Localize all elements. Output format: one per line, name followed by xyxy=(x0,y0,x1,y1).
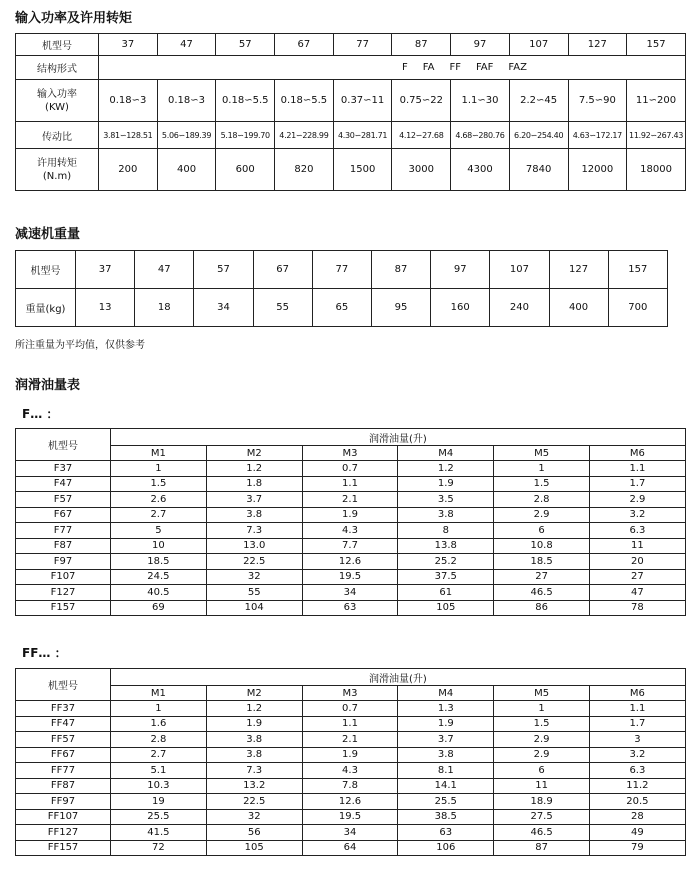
position-header: M2 xyxy=(206,686,302,701)
weight-cell: 400 xyxy=(549,289,608,327)
table-row xyxy=(16,523,686,539)
table-row xyxy=(16,716,686,732)
weight-cell: 55 xyxy=(253,289,312,327)
model-cell: FF57 xyxy=(16,732,111,748)
oil-value-cell: 2.6 xyxy=(111,492,207,508)
weight-cell: 700 xyxy=(608,289,667,327)
oil-value-cell: 22.5 xyxy=(206,794,302,810)
torque-cell: 4300 xyxy=(451,149,510,191)
oil-value-cell: 1 xyxy=(111,701,207,717)
oil-value-cell: 69 xyxy=(111,600,207,616)
oil-value-cell: 1.1 xyxy=(589,461,685,477)
table-row xyxy=(16,840,686,856)
ratio-row xyxy=(16,122,686,149)
oil-value-cell: 56 xyxy=(206,825,302,841)
model-cell: FF77 xyxy=(16,763,111,779)
torque-cell: 200 xyxy=(99,149,158,191)
structure-form: FF xyxy=(449,62,461,73)
oil-value-cell: 1 xyxy=(111,461,207,477)
oil-value-cell: 18.5 xyxy=(494,554,590,570)
oil-value-cell: 10 xyxy=(111,538,207,554)
header-row xyxy=(16,429,686,446)
table-row xyxy=(16,492,686,508)
power-cell: 2.2∽45 xyxy=(509,80,568,122)
position-header: M6 xyxy=(589,446,685,461)
position-header: M3 xyxy=(302,446,398,461)
oil-value-cell: 3.8 xyxy=(206,507,302,523)
oil-value-cell: 22.5 xyxy=(206,554,302,570)
oil-value-cell: 14.1 xyxy=(398,778,494,794)
table-row xyxy=(16,585,686,601)
oil-value-cell: 2.9 xyxy=(494,507,590,523)
ratio-cell: 4.63∽172.17 xyxy=(568,122,627,149)
oil-value-cell: 3.2 xyxy=(589,507,685,523)
weight-cell: 13 xyxy=(76,289,135,327)
torque-row xyxy=(16,149,686,191)
oil-value-cell: 3.8 xyxy=(206,732,302,748)
oil-value-cell: 104 xyxy=(206,600,302,616)
oil-value-cell: 1.2 xyxy=(206,461,302,477)
oil-value-cell: 27 xyxy=(494,569,590,585)
ratio-cell: 6.20∽254.40 xyxy=(509,122,568,149)
oil-value-cell: 105 xyxy=(398,600,494,616)
table-row xyxy=(16,538,686,554)
ff-oil-table xyxy=(15,668,686,856)
model-cell: 37 xyxy=(76,251,135,289)
model-row xyxy=(16,251,668,289)
oil-value-cell: 64 xyxy=(302,840,398,856)
oil-value-cell: 7.8 xyxy=(302,778,398,794)
oil-value-cell: 2.9 xyxy=(589,492,685,508)
oil-value-cell: 2.8 xyxy=(111,732,207,748)
torque-cell: 12000 xyxy=(568,149,627,191)
power-cell: 0.18∽5.5 xyxy=(216,80,275,122)
oil-value-cell: 1.9 xyxy=(302,747,398,763)
model-cell: 57 xyxy=(194,251,253,289)
structure-forms-cell xyxy=(99,56,686,80)
model-cell: FF47 xyxy=(16,716,111,732)
label-line: 输入功率 xyxy=(37,88,77,100)
oil-value-cell: 1.9 xyxy=(398,476,494,492)
table-row xyxy=(16,476,686,492)
weight-cell: 65 xyxy=(312,289,371,327)
oil-value-cell: 2.7 xyxy=(111,747,207,763)
oil-value-cell: 2.7 xyxy=(111,507,207,523)
oil-value-cell: 4.3 xyxy=(302,763,398,779)
ratio-cell: 11.92∽267.43 xyxy=(627,122,686,149)
model-row xyxy=(16,34,686,56)
power-cell: 7.5∽90 xyxy=(568,80,627,122)
oil-value-cell: 1 xyxy=(494,461,590,477)
model-cell: 77 xyxy=(333,34,392,56)
model-cell: FF97 xyxy=(16,794,111,810)
oil-value-cell: 28 xyxy=(589,809,685,825)
model-cell: F77 xyxy=(16,523,111,539)
oil-value-cell: 1.2 xyxy=(206,701,302,717)
oil-volume-header: 润滑油量(升) xyxy=(111,669,686,686)
oil-value-cell: 19 xyxy=(111,794,207,810)
oil-value-cell: 1.3 xyxy=(398,701,494,717)
position-header: M2 xyxy=(206,446,302,461)
oil-value-cell: 79 xyxy=(589,840,685,856)
model-cell: FF87 xyxy=(16,778,111,794)
oil-value-cell: 20 xyxy=(589,554,685,570)
weight-cell: 160 xyxy=(431,289,490,327)
model-cell: 107 xyxy=(509,34,568,56)
position-header: M3 xyxy=(302,686,398,701)
model-cell: 87 xyxy=(371,251,430,289)
weight-cell: 18 xyxy=(135,289,194,327)
weight-cell: 240 xyxy=(490,289,549,327)
model-cell: 97 xyxy=(451,34,510,56)
positions-row xyxy=(16,446,686,461)
model-cell: F57 xyxy=(16,492,111,508)
oil-value-cell: 7.7 xyxy=(302,538,398,554)
oil-value-cell: 37.5 xyxy=(398,569,494,585)
oil-value-cell: 25.5 xyxy=(111,809,207,825)
oil-value-cell: 2.1 xyxy=(302,492,398,508)
oil-value-cell: 5 xyxy=(111,523,207,539)
oil-value-cell: 2.1 xyxy=(302,732,398,748)
ff-series-subtitle: FF… ： xyxy=(22,646,67,660)
oil-value-cell: 41.5 xyxy=(111,825,207,841)
label-line: (KW) xyxy=(45,101,69,113)
weight-note: 所注重量为平均值，仅供参考 xyxy=(15,340,145,351)
oil-value-cell: 6.3 xyxy=(589,763,685,779)
structure-form: FA xyxy=(422,62,435,73)
oil-value-cell: 49 xyxy=(589,825,685,841)
oil-value-cell: 46.5 xyxy=(494,825,590,841)
model-header: 机型号 xyxy=(16,669,111,701)
ratio-cell: 3.81∽128.51 xyxy=(99,122,158,149)
model-cell: FF157 xyxy=(16,840,111,856)
model-cell: F87 xyxy=(16,538,111,554)
section-title-lubrication: 润滑油量表 xyxy=(15,378,81,393)
oil-value-cell: 46.5 xyxy=(494,585,590,601)
power-cell: 0.18∽3 xyxy=(157,80,216,122)
structure-form: FAZ xyxy=(508,62,527,73)
model-cell: 47 xyxy=(157,34,216,56)
model-cell: F97 xyxy=(16,554,111,570)
position-header: M4 xyxy=(398,446,494,461)
torque-cell: 3000 xyxy=(392,149,451,191)
power-cell: 0.75∽22 xyxy=(392,80,451,122)
oil-value-cell: 2.9 xyxy=(494,732,590,748)
oil-value-cell: 106 xyxy=(398,840,494,856)
power-row xyxy=(16,80,686,122)
power-torque-table xyxy=(15,33,686,191)
model-cell: 47 xyxy=(135,251,194,289)
oil-value-cell: 7.3 xyxy=(206,523,302,539)
oil-value-cell: 61 xyxy=(398,585,494,601)
weight-cell: 34 xyxy=(194,289,253,327)
oil-value-cell: 34 xyxy=(302,825,398,841)
oil-value-cell: 3.7 xyxy=(398,732,494,748)
oil-value-cell: 3.2 xyxy=(589,747,685,763)
oil-value-cell: 11 xyxy=(589,538,685,554)
ratio-cell: 5.18∽199.70 xyxy=(216,122,275,149)
oil-value-cell: 3.8 xyxy=(206,747,302,763)
oil-value-cell: 1.6 xyxy=(111,716,207,732)
model-cell: F47 xyxy=(16,476,111,492)
structure-form: FAF xyxy=(475,62,494,73)
table-row xyxy=(16,569,686,585)
table-row xyxy=(16,732,686,748)
oil-value-cell: 38.5 xyxy=(398,809,494,825)
row-label-weight: 重量(kg) xyxy=(16,289,76,327)
oil-value-cell: 20.5 xyxy=(589,794,685,810)
oil-value-cell: 1 xyxy=(494,701,590,717)
torque-cell: 18000 xyxy=(627,149,686,191)
section-title-weight: 减速机重量 xyxy=(15,227,81,242)
oil-value-cell: 8.1 xyxy=(398,763,494,779)
oil-value-cell: 10.3 xyxy=(111,778,207,794)
model-cell: 37 xyxy=(99,34,158,56)
model-cell: 127 xyxy=(549,251,608,289)
power-cell: 0.18∽5.5 xyxy=(275,80,334,122)
power-cell: 11∽200 xyxy=(627,80,686,122)
position-header: M5 xyxy=(494,686,590,701)
row-label-model: 机型号 xyxy=(16,34,99,56)
ratio-cell: 4.68∽280.76 xyxy=(451,122,510,149)
oil-value-cell: 1.7 xyxy=(589,716,685,732)
position-header: M1 xyxy=(111,686,207,701)
model-cell: F127 xyxy=(16,585,111,601)
label-line: (N.m) xyxy=(42,170,72,182)
table-row xyxy=(16,809,686,825)
oil-value-cell: 27.5 xyxy=(494,809,590,825)
model-cell: FF107 xyxy=(16,809,111,825)
torque-cell: 7840 xyxy=(509,149,568,191)
oil-value-cell: 6 xyxy=(494,523,590,539)
oil-value-cell: 8 xyxy=(398,523,494,539)
model-cell: 67 xyxy=(275,34,334,56)
torque-cell: 1500 xyxy=(333,149,392,191)
oil-value-cell: 13.0 xyxy=(206,538,302,554)
oil-value-cell: 63 xyxy=(302,600,398,616)
model-cell: 77 xyxy=(312,251,371,289)
ratio-cell: 5.06∽189.39 xyxy=(157,122,216,149)
ratio-cell: 4.30∽281.71 xyxy=(333,122,392,149)
oil-value-cell: 32 xyxy=(206,569,302,585)
oil-value-cell: 0.7 xyxy=(302,701,398,717)
oil-value-cell: 25.5 xyxy=(398,794,494,810)
table-row xyxy=(16,554,686,570)
table-row xyxy=(16,747,686,763)
oil-value-cell: 10.8 xyxy=(494,538,590,554)
oil-value-cell: 34 xyxy=(302,585,398,601)
table-row xyxy=(16,825,686,841)
torque-cell: 820 xyxy=(275,149,334,191)
positions-row xyxy=(16,686,686,701)
section-title-power-torque: 输入功率及许用转矩 xyxy=(15,11,133,26)
ratio-cell: 4.12∽27.68 xyxy=(392,122,451,149)
row-label-ratio: 传动比 xyxy=(16,122,99,149)
oil-value-cell: 1.1 xyxy=(589,701,685,717)
oil-value-cell: 19.5 xyxy=(302,569,398,585)
oil-value-cell: 24.5 xyxy=(111,569,207,585)
oil-value-cell: 19.5 xyxy=(302,809,398,825)
label-line: 许用转矩 xyxy=(37,157,77,169)
oil-value-cell: 55 xyxy=(206,585,302,601)
oil-value-cell: 1.9 xyxy=(206,716,302,732)
oil-value-cell: 1.5 xyxy=(494,476,590,492)
oil-value-cell: 1.1 xyxy=(302,476,398,492)
power-cell: 0.37∽11 xyxy=(333,80,392,122)
model-cell: 127 xyxy=(568,34,627,56)
model-cell: 67 xyxy=(253,251,312,289)
oil-value-cell: 5.1 xyxy=(111,763,207,779)
oil-value-cell: 12.6 xyxy=(302,794,398,810)
f-oil-table xyxy=(15,428,686,616)
oil-value-cell: 2.9 xyxy=(494,747,590,763)
oil-value-cell: 27 xyxy=(589,569,685,585)
torque-cell: 600 xyxy=(216,149,275,191)
oil-value-cell: 12.6 xyxy=(302,554,398,570)
ratio-cell: 4.21∽228.99 xyxy=(275,122,334,149)
model-cell: 107 xyxy=(490,251,549,289)
oil-value-cell: 63 xyxy=(398,825,494,841)
oil-value-cell: 1.5 xyxy=(494,716,590,732)
position-header: M5 xyxy=(494,446,590,461)
row-label-power xyxy=(16,80,99,122)
oil-value-cell: 3 xyxy=(589,732,685,748)
oil-value-cell: 40.5 xyxy=(111,585,207,601)
weight-row xyxy=(16,289,668,327)
oil-value-cell: 1.2 xyxy=(398,461,494,477)
oil-value-cell: 11.2 xyxy=(589,778,685,794)
power-cell: 0.18∽3 xyxy=(99,80,158,122)
model-cell: F67 xyxy=(16,507,111,523)
oil-value-cell: 3.5 xyxy=(398,492,494,508)
position-header: M6 xyxy=(589,686,685,701)
model-cell: F107 xyxy=(16,569,111,585)
position-header: M4 xyxy=(398,686,494,701)
oil-value-cell: 105 xyxy=(206,840,302,856)
oil-value-cell: 1.9 xyxy=(398,716,494,732)
weight-cell: 95 xyxy=(371,289,430,327)
oil-value-cell: 1.8 xyxy=(206,476,302,492)
f-series-subtitle: F… ： xyxy=(22,407,59,421)
table-row xyxy=(16,507,686,523)
oil-value-cell: 13.2 xyxy=(206,778,302,794)
oil-value-cell: 18.9 xyxy=(494,794,590,810)
position-header: M1 xyxy=(111,446,207,461)
structure-row xyxy=(16,56,686,80)
oil-volume-header: 润滑油量(升) xyxy=(111,429,686,446)
model-cell: FF37 xyxy=(16,701,111,717)
weight-table xyxy=(15,250,668,327)
model-cell: 97 xyxy=(431,251,490,289)
oil-value-cell: 13.8 xyxy=(398,538,494,554)
oil-value-cell: 47 xyxy=(589,585,685,601)
structure-form: F xyxy=(402,62,408,73)
oil-value-cell: 1.9 xyxy=(302,507,398,523)
oil-value-cell: 72 xyxy=(111,840,207,856)
oil-value-cell: 78 xyxy=(589,600,685,616)
power-cell: 1.1∽30 xyxy=(451,80,510,122)
table-row xyxy=(16,778,686,794)
oil-value-cell: 7.3 xyxy=(206,763,302,779)
model-cell: F157 xyxy=(16,600,111,616)
oil-value-cell: 32 xyxy=(206,809,302,825)
oil-value-cell: 3.7 xyxy=(206,492,302,508)
oil-value-cell: 87 xyxy=(494,840,590,856)
table-row xyxy=(16,794,686,810)
oil-value-cell: 6 xyxy=(494,763,590,779)
table-row xyxy=(16,600,686,616)
oil-value-cell: 18.5 xyxy=(111,554,207,570)
oil-value-cell: 3.8 xyxy=(398,507,494,523)
oil-value-cell: 0.7 xyxy=(302,461,398,477)
oil-value-cell: 11 xyxy=(494,778,590,794)
table-row xyxy=(16,701,686,717)
row-label-structure: 结构形式 xyxy=(16,56,99,80)
model-cell: 157 xyxy=(627,34,686,56)
model-cell: 87 xyxy=(392,34,451,56)
oil-value-cell: 3.8 xyxy=(398,747,494,763)
table-row xyxy=(16,763,686,779)
oil-value-cell: 2.8 xyxy=(494,492,590,508)
header-row xyxy=(16,669,686,686)
oil-value-cell: 1.7 xyxy=(589,476,685,492)
torque-cell: 400 xyxy=(157,149,216,191)
row-label-torque xyxy=(16,149,99,191)
table-row xyxy=(16,461,686,477)
oil-value-cell: 1.5 xyxy=(111,476,207,492)
oil-value-cell: 4.3 xyxy=(302,523,398,539)
model-cell: 157 xyxy=(608,251,667,289)
oil-value-cell: 25.2 xyxy=(398,554,494,570)
model-cell: 57 xyxy=(216,34,275,56)
oil-value-cell: 86 xyxy=(494,600,590,616)
model-cell: FF67 xyxy=(16,747,111,763)
oil-value-cell: 6.3 xyxy=(589,523,685,539)
model-cell: F37 xyxy=(16,461,111,477)
model-cell: FF127 xyxy=(16,825,111,841)
model-header: 机型号 xyxy=(16,429,111,461)
row-label-model: 机型号 xyxy=(16,251,76,289)
oil-value-cell: 1.1 xyxy=(302,716,398,732)
